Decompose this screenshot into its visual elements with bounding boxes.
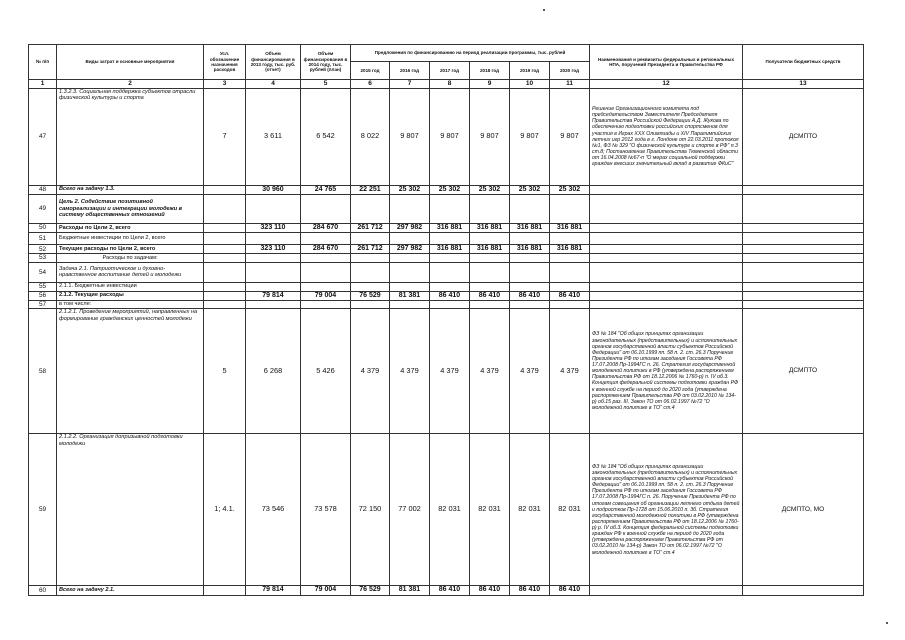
row-year-value: 72 150 bbox=[351, 434, 390, 586]
row-recipient: ДСМПТО bbox=[743, 88, 864, 185]
table-row bbox=[29, 254, 864, 263]
row-name: Бюджетные инвестиции по Цели 2, всего bbox=[57, 233, 204, 245]
row-vol2013: 3 611 bbox=[246, 88, 301, 185]
row-year-value: 316 881 bbox=[470, 223, 510, 232]
header-code: Усл. обозначение назначения расходов bbox=[204, 45, 246, 80]
row-year-value: 8 022 bbox=[351, 88, 390, 185]
header-year: 2020 год bbox=[550, 62, 590, 80]
table-row bbox=[29, 291, 864, 300]
col-number: 9 bbox=[470, 80, 510, 89]
table-row bbox=[29, 309, 864, 434]
row-vol2014: 284 670 bbox=[301, 245, 351, 254]
header-recipients: Получатели бюджетных средств bbox=[743, 45, 864, 80]
header-docs: Наименования и реквизиты федеральных и региональных НПА, поручений Президента и Правительства РФ bbox=[590, 45, 743, 80]
col-number: 13 bbox=[743, 80, 864, 89]
row-year-value: 316 881 bbox=[430, 245, 470, 254]
row-number: 49 bbox=[29, 194, 57, 223]
row-vol2013: 30 960 bbox=[246, 185, 301, 194]
scan-speck bbox=[543, 9, 545, 11]
table-row bbox=[29, 245, 864, 254]
row-year-value: 25 302 bbox=[550, 185, 590, 194]
row-year-value: 76 529 bbox=[351, 291, 390, 300]
row-number: 51 bbox=[29, 233, 57, 245]
row-recipient bbox=[743, 185, 864, 194]
row-year-value: 86 410 bbox=[430, 291, 470, 300]
row-year-value: 261 712 bbox=[351, 223, 390, 232]
row-code: 5 bbox=[204, 309, 246, 434]
row-name: Расходы по Цели 2, всего bbox=[57, 223, 204, 232]
header-year: 2016 год bbox=[390, 62, 430, 80]
row-year-value: 9 807 bbox=[550, 88, 590, 185]
col-number: 4 bbox=[246, 80, 301, 89]
row-year-value: 9 807 bbox=[430, 88, 470, 185]
table-row bbox=[29, 185, 864, 194]
row-number: 52 bbox=[29, 245, 57, 254]
row-number: 59 bbox=[29, 434, 57, 586]
row-year-value: 9 807 bbox=[470, 88, 510, 185]
row-year-value: 4 379 bbox=[390, 309, 430, 434]
row-number: 53 bbox=[29, 254, 57, 263]
row-legal-basis: ФЗ № 184 "Об общих принципах организации законодательных (представительных) и исполнительных органов государственной власти субъектов Российской Федерации" от 06.10.1999 пп. 58 п. 2. ст. 26.3 Поручение Президента РФ по итогам заседания Госсовета РФ 17.07.2008 Пр-1994ГС п. 26. Стратегия государственной молодежной политики в РФ (утверждена распоряжением Правительства РФ от 18.12.2006 № 1760-р) п. IV об.3. Концепция федеральной системы подготовки граждан РФ к военной службе на период до 2020 года (утверждена распоряжением Правительства РФ от 03.02.2010 № 134-р) об.15 раз. III. Закон ТО от 06.02.1997 №72 "О молодежной политике в ТО" ст.4 bbox=[590, 309, 743, 434]
col-number: 1 bbox=[29, 80, 57, 89]
row-year-value: 86 410 bbox=[430, 586, 470, 595]
header-vol2014: Объем финансирования в 2014 году, тыс. рублей (план) bbox=[301, 45, 351, 80]
row-name: Всего на задачу 2.1. bbox=[57, 586, 204, 595]
row-name: 2.1.1. Бюджетные инвестиции bbox=[57, 282, 204, 291]
column-numbers-row bbox=[29, 80, 864, 89]
row-year-value: 82 031 bbox=[550, 434, 590, 586]
row-year-value: 86 410 bbox=[470, 291, 510, 300]
row-year-value: 82 031 bbox=[510, 434, 550, 586]
row-year-value: 25 302 bbox=[510, 185, 550, 194]
row-year-value: 82 031 bbox=[470, 434, 510, 586]
row-year-value: 86 410 bbox=[470, 586, 510, 595]
header-year: 2017 год bbox=[430, 62, 470, 80]
row-name: Расходы по задачам: bbox=[57, 254, 204, 263]
col-number: 6 bbox=[351, 80, 390, 89]
col-number: 11 bbox=[550, 80, 590, 89]
row-year-value: 261 712 bbox=[351, 245, 390, 254]
row-vol2014: 284 670 bbox=[301, 223, 351, 232]
col-number: 12 bbox=[590, 80, 743, 89]
row-code bbox=[204, 185, 246, 194]
row-vol2013: 6 268 bbox=[246, 309, 301, 434]
row-year-value: 22 251 bbox=[351, 185, 390, 194]
row-year-value: 4 379 bbox=[510, 309, 550, 434]
table-row bbox=[29, 586, 864, 595]
row-name: в том числе: bbox=[57, 300, 204, 309]
header-row-1 bbox=[29, 45, 864, 62]
header-proposal: Предложения по финансированию на период реализации программы, тыс. рублей bbox=[351, 45, 590, 62]
row-number: 57 bbox=[29, 300, 57, 309]
row-name: 2.1.2.2. Организация допризывной подготовки молодежи bbox=[57, 434, 204, 586]
row-code: 1; 4.1. bbox=[204, 434, 246, 586]
col-number: 2 bbox=[57, 80, 204, 89]
table-row bbox=[29, 233, 864, 245]
row-year-value: 86 410 bbox=[550, 586, 590, 595]
row-vol2013: 79 814 bbox=[246, 586, 301, 595]
row-year-value: 25 302 bbox=[470, 185, 510, 194]
table-row bbox=[29, 282, 864, 291]
row-vol2013: 73 546 bbox=[246, 434, 301, 586]
row-vol2013: 79 814 bbox=[246, 291, 301, 300]
row-year-value: 316 881 bbox=[550, 245, 590, 254]
row-year-value: 86 410 bbox=[510, 586, 550, 595]
budget-table bbox=[28, 44, 864, 596]
row-year-value: 81 381 bbox=[390, 586, 430, 595]
row-number: 50 bbox=[29, 223, 57, 232]
row-number: 47 bbox=[29, 88, 57, 185]
row-name: Цель 2. Содействие позитивной самореализации и интеграции молодежи в систему общественных отношений bbox=[57, 194, 204, 223]
header-year: 2015 год bbox=[351, 62, 390, 80]
table-row bbox=[29, 300, 864, 309]
table-row bbox=[29, 223, 864, 232]
row-vol2013: 323 110 bbox=[246, 245, 301, 254]
row-vol2014: 5 426 bbox=[301, 309, 351, 434]
row-number: 54 bbox=[29, 262, 57, 282]
header-vol2013: Объем финансирования в 2013 году, тыс. руб. (отчет) bbox=[246, 45, 301, 80]
row-recipient: ДСМПТО bbox=[743, 309, 864, 434]
row-number: 55 bbox=[29, 282, 57, 291]
row-year-value: 25 302 bbox=[430, 185, 470, 194]
row-recipient: ДСМПТО, МО bbox=[743, 434, 864, 586]
row-year-value: 297 982 bbox=[390, 245, 430, 254]
col-number: 10 bbox=[510, 80, 550, 89]
row-code bbox=[204, 245, 246, 254]
row-number: 60 bbox=[29, 586, 57, 595]
row-year-value: 81 381 bbox=[390, 291, 430, 300]
row-year-value: 76 529 bbox=[351, 586, 390, 595]
row-vol2013: 323 110 bbox=[246, 223, 301, 232]
row-name: 2.1.2.1. Проведение мероприятий, направленных на формирование гражданских ценностей молодежи bbox=[57, 309, 204, 434]
row-code bbox=[204, 586, 246, 595]
table-row bbox=[29, 194, 864, 223]
row-year-value: 316 881 bbox=[510, 223, 550, 232]
row-number: 48 bbox=[29, 185, 57, 194]
table-row bbox=[29, 262, 864, 282]
row-year-value: 297 982 bbox=[390, 223, 430, 232]
row-vol2014: 79 004 bbox=[301, 291, 351, 300]
col-number: 8 bbox=[430, 80, 470, 89]
header-year: 2018 год bbox=[470, 62, 510, 80]
header-types: Виды затрат и основные мероприятия bbox=[57, 45, 204, 80]
row-year-value: 9 807 bbox=[510, 88, 550, 185]
row-vol2014: 73 578 bbox=[301, 434, 351, 586]
table-row bbox=[29, 434, 864, 586]
row-year-value: 82 031 bbox=[430, 434, 470, 586]
scan-speck bbox=[886, 622, 888, 624]
table-row bbox=[29, 88, 864, 185]
row-year-value: 86 410 bbox=[510, 291, 550, 300]
header-year: 2019 год bbox=[510, 62, 550, 80]
row-year-value: 4 379 bbox=[470, 309, 510, 434]
row-year-value: 9 807 bbox=[390, 88, 430, 185]
row-year-value: 316 881 bbox=[550, 223, 590, 232]
row-year-value: 77 002 bbox=[390, 434, 430, 586]
row-name: Задача 2.1. Патриотическое и духовно-нравственное воспитание детей и молодежи bbox=[57, 262, 204, 282]
row-code: 7 bbox=[204, 88, 246, 185]
row-legal-basis bbox=[590, 185, 743, 194]
row-year-value: 86 410 bbox=[550, 291, 590, 300]
row-year-value: 25 302 bbox=[390, 185, 430, 194]
header-no: № п/п bbox=[29, 45, 57, 80]
row-number: 58 bbox=[29, 309, 57, 434]
row-name: Всего на задачу 1.3. bbox=[57, 185, 204, 194]
row-vol2014: 6 542 bbox=[301, 88, 351, 185]
row-year-value: 316 881 bbox=[430, 223, 470, 232]
row-vol2014: 24 765 bbox=[301, 185, 351, 194]
col-number: 5 bbox=[301, 80, 351, 89]
row-name: 2.1.2. Текущие расходы bbox=[57, 291, 204, 300]
col-number: 3 bbox=[204, 80, 246, 89]
row-year-value: 316 881 bbox=[510, 245, 550, 254]
row-vol2014: 79 004 bbox=[301, 586, 351, 595]
row-name: 1.3.2.3. Социальная поддержка субъектов отрасли физической культуры и спорта bbox=[57, 88, 204, 185]
row-legal-basis: Решение Организационного комитета под председательством Заместителя Председателя Правительства Российской Федерации А.Д. Жукова по обеспечению подготовки российских спортсменов для участия в Играх XXX Олимпиады и XIV Паралимпийских летних игр 2012 года в г. Лондоне от 22.03.2011 протокол №1, ФЗ № 329 "О физической культуре и спорте в РФ" п.3 ст.8; Постановление Правительства Тюменской области от 16.04.2008 №67-п "О мерах социальной поддержки граждан внесших значительный вклад в развитие ФКиС" bbox=[590, 88, 743, 185]
row-year-value: 4 379 bbox=[550, 309, 590, 434]
row-year-value: 316 881 bbox=[470, 245, 510, 254]
col-number: 7 bbox=[390, 80, 430, 89]
row-legal-basis: ФЗ № 184 "Об общих принципах организации законодательных (представительных) и исполнительных органов государственной власти субъектов Российской Федерации" от 06.10.1999 пп. 58 п. 2. ст. 26.3 Поручение Президента РФ по итогам заседания Госсовета РФ 17.07.2008 Пр-1994ГС п. 26. Поручение Президента РФ по итогам совещания об организации летнего отдыха детей и подростков Пр-1728 от 15.06.2010 п. 3б. Стратегия государственной молодежной политики в РФ (утверждена распоряжением Правительства РФ от 18.12.2006 № 1760-р) р. IV об.3. Концепция федеральной системы подготовки граждан РФ к военной службе на период до 2020 года (утверждена распоряжением Правительства РФ от 03.02.2010 № 134-р) Закон ТО от 06.02.1997 №72 "О молодежной политике в ТО" ст.4 bbox=[590, 434, 743, 586]
row-number: 56 bbox=[29, 291, 57, 300]
row-code bbox=[204, 223, 246, 232]
row-name: Текущие расходы по Цели 2, всего bbox=[57, 245, 204, 254]
row-code bbox=[204, 291, 246, 300]
row-year-value: 4 379 bbox=[351, 309, 390, 434]
row-year-value: 4 379 bbox=[430, 309, 470, 434]
